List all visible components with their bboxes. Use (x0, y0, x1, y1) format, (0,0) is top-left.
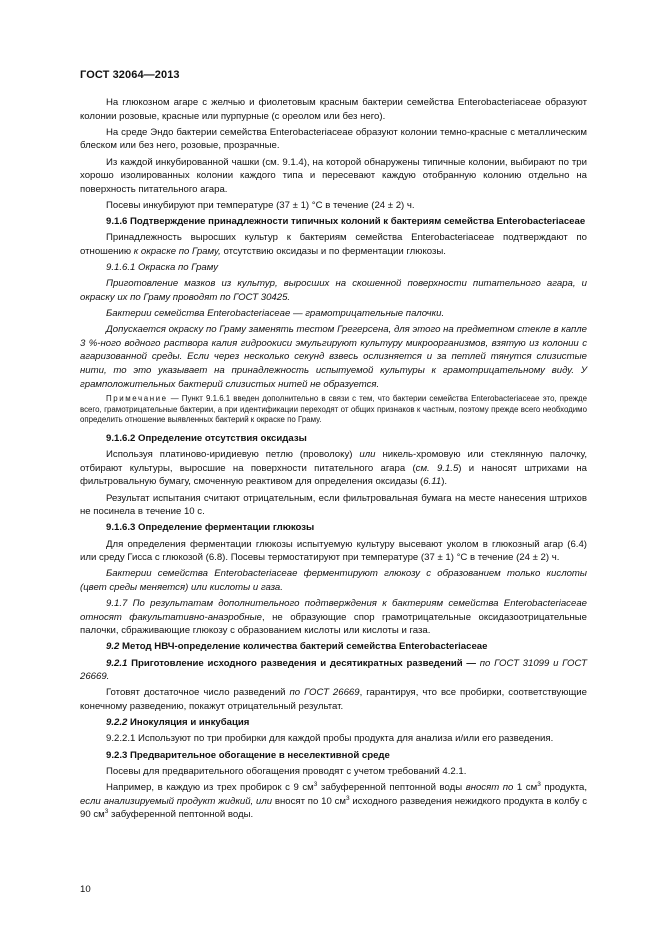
paragraph: На среде Эндо бактерии семейства Enterobacteriaceae образуют колонии темно-красные с металлическим блеском или без него, розовые, прозрачные. (80, 126, 587, 152)
document-body (80, 96, 587, 824)
page-header: ГОСТ 32064—2013 (80, 69, 180, 81)
paragraph: 9.1.7 По результатам дополнительного подтверждения к бактериям семейства Enterobacteriaceae относят факультативно-анаэробные, не образующие спор грамотрицательные оксидазоотрицательные палочки, сбраживающие глюкозу с образованием кислоты или кислоты и газа. (80, 598, 587, 637)
paragraph: Приготовление мазков из культур, выросших на скошенной поверхности питательного агара, и окраску их по Граму проводят по ГОСТ 30425. (80, 278, 587, 303)
paragraph: Готовят достаточное число разведений по ГОСТ 26669, гарантируя, что все пробирки, соответствующие конечному разведению, покажут отрицательный результат. (80, 687, 588, 713)
note-label: Примечание (106, 394, 168, 404)
note (80, 394, 587, 426)
subsection-heading-9-1-6-3: 9.1.6.3 Определение ферментации глюкозы (106, 522, 315, 534)
subsection-heading-9-1-6-2: 9.1.6.2 Определение отсутствия оксидазы (106, 433, 307, 444)
paragraph: Посевы для предварительного обогащения проводят с учетом требований 4.2.1. (106, 765, 467, 777)
paragraph: Например, в каждую из трех пробирок с 9 $см^3$ забуференной пептонной воды вносят по 1 $см^3$ продукта, если анализируемый продукт жидкий, или вносят по 10 $см^3$ исходного разведения нежидкого продукта в колбу с 90 $см^3$ забуференной пептонной воды. (80, 780, 588, 821)
paragraph: Допускается окраску по Граму заменять тестом Грегерсена, для этого на предметном стекле в капле 3 %-ного водного раствора калия гидроокиси эмульгируют культуру микроорганизмов, взятую из колонии с агаризованной среды. Если через несколько секунд взвесь ослизняется и за петлей тянутся слизистые нити, то это указывает на принадлежность испытуемой культуры к грамотрицательному виду. У грамположительных бактерий слизистых нитей не образуется. (80, 324, 587, 390)
paragraph: Для определения ферментации глюкозы испытуемую культуру высевают уколом в глюкозный агар (6.4) или среду Гисса с глюкозой (6.8). Посевы термостатируют при температуре (37 ± 1) °С в течение (24 ± 2) ч. (80, 538, 587, 564)
paragraph: Результат испытания считают отрицательным, если фильтровальная бумага на месте нанесения штрихов не посинела в течение 10 с. (80, 492, 587, 518)
section-heading-9-2-1: 9.2.1 Приготовление исходного разведения и десятикратных разведений — по ГОСТ 31099 и ГОСТ 26669. (80, 657, 587, 683)
paragraph: Из каждой инкубированной чашки (см. 9.1.4), на которой обнаружены типичные колонии, выбирают по три хорошо изолированных колонии каждого типа и пересевают каждую отобранную колонию отдельно на поверхность питательного агара. (80, 156, 587, 195)
paragraph: Используя платиново-иридиевую петлю (проволоку) или никель-хромовую или стеклянную палочку, отбирают культуры, выросшие на поверхности питательного агара (см. 9.1.5) и наносят штрихами на фильтровальную бумагу, смоченную реактивом для определения оксидазы (6.11). (80, 449, 587, 488)
section-heading-9-2-2: 9.2.2 Инокуляция и инкубация (106, 717, 250, 729)
page-number: 10 (80, 884, 91, 895)
paragraph: 9.2.2.1 Используют по три пробирки для каждой пробы продукта для анализа и/или его разведения. (106, 733, 554, 745)
paragraph: Бактерии семейства Enterobacteriaceae ферментируют глюкозу с образованием только кислоты (цвет среды меняется) или кислоты и газа. (80, 568, 587, 593)
section-heading-9-1-6: 9.1.6 Подтверждение принадлежности типичных колоний к бактериям семейства Enterobacteriaceae (106, 216, 586, 228)
section-heading-9-2: 9.2 Метод НВЧ-определение количества бактерий семейства Enterobacteriaceae (106, 641, 488, 653)
subsection-heading-9-1-6-1: 9.1.6.1 Окраска по Граму (106, 262, 219, 274)
paragraph: На глюкозном агаре с желчью и фиолетовым красным бактерии семейства Enterobacteriaceae образуют колонии розовые, красные или пурпурные (с ореолом или без него). (80, 97, 587, 122)
note-text: — Пункт 9.1.6.1 введен дополнительно в связи с тем, что бактерии семейства Enterobacteriaceae это, прежде всего, грамотрицательные бактерии, а при идентификации переходят от общих признаков к частным, поэтому прежде всего необходимо определить отношение выявленных бактерий к окраске по Граму. (80, 394, 587, 425)
paragraph: Принадлежность выросших культур к бактериям семейства Enterobacteriaceae подтверждают по отношению к окраске по Граму, отсутствию оксидазы и по ферментации глюкозы. (80, 232, 587, 257)
section-heading-9-2-3: 9.2.3 Предварительное обогащение в неселективной среде (106, 749, 390, 761)
paragraph: Посевы инкубируют при температуре (37 ± 1) °С в течение (24 ± 2) ч. (106, 199, 415, 211)
paragraph: Бактерии семейства Enterobacteriaceae — грамотрицательные палочки. (106, 308, 445, 320)
